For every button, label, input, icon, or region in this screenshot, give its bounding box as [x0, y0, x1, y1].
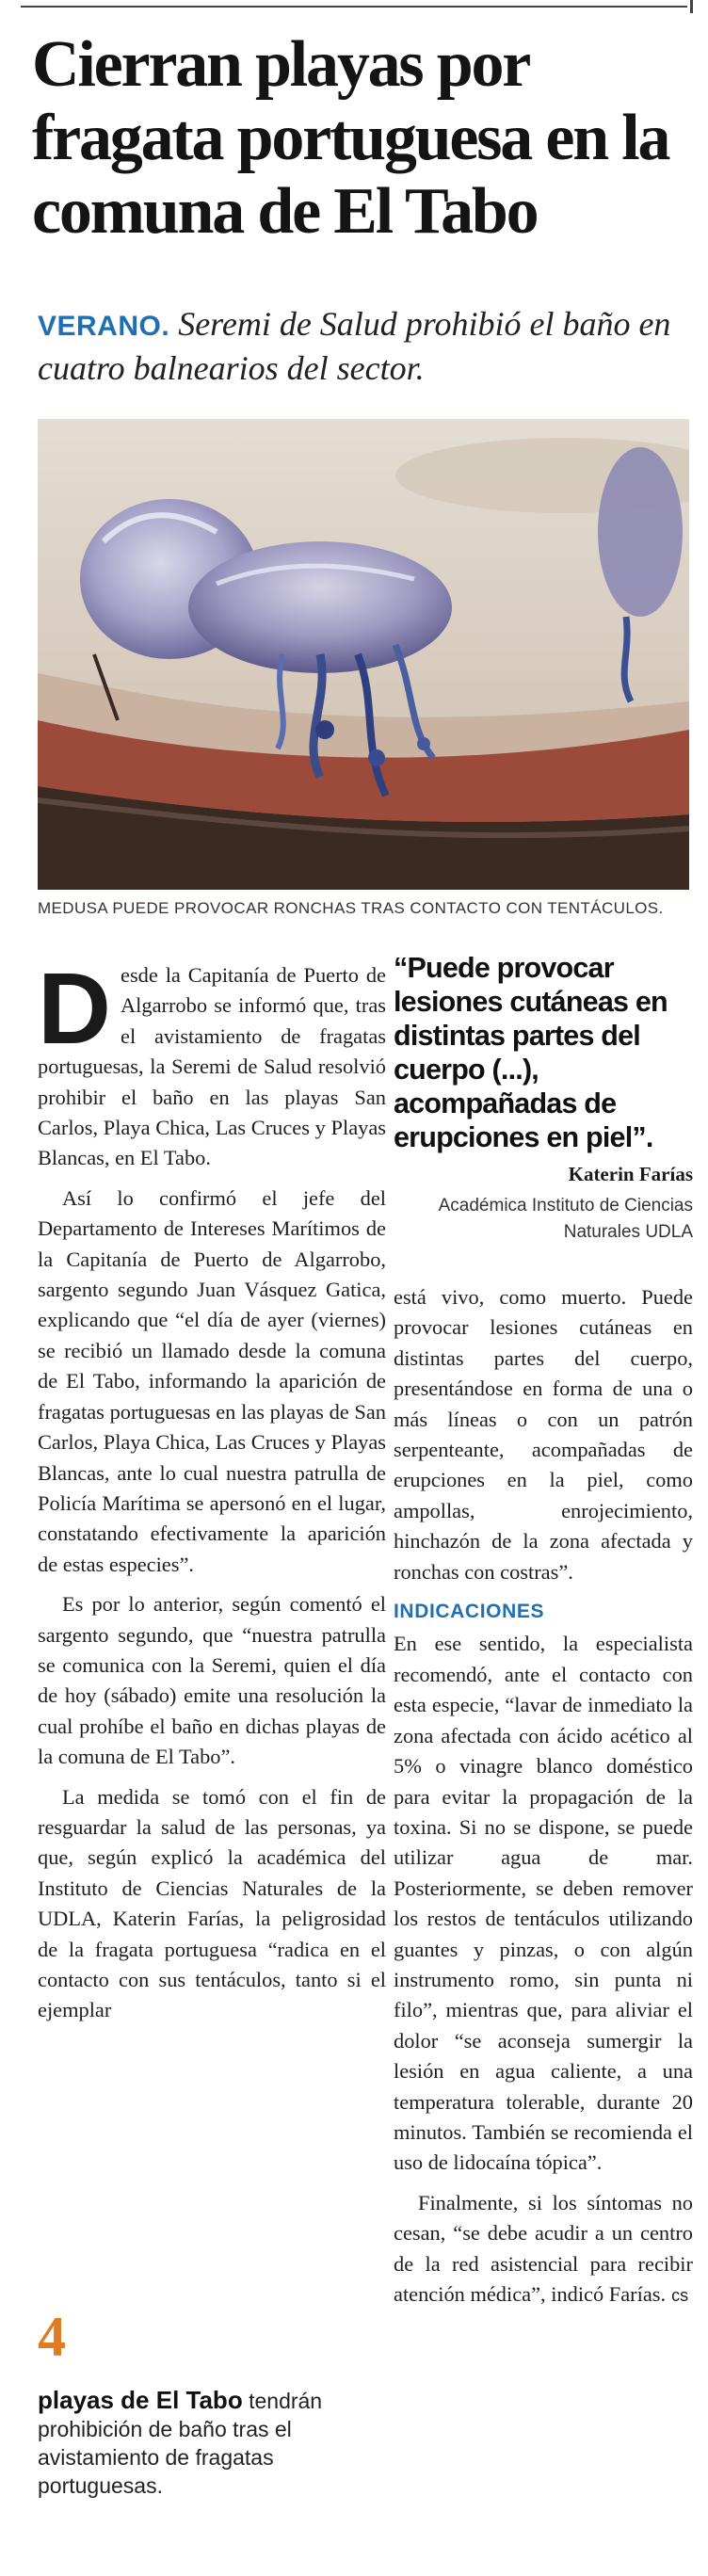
pull-quote-role: Académica Instituto de Ciencias Naturales UDLA — [438, 1196, 693, 1242]
top-rule-tick — [690, 0, 693, 13]
article-paragraph: está vivo, como muerto. Puede provocar lesiones cutáneas en distintas partes del cuerpo, presentándose en forma de una o más líneas o con un patrón serpenteante, acompañadas de erupciones en la piel, como ampollas, enrojecimiento, hinchazón de la zona afectada y ronchas con costras”. — [394, 1285, 693, 1584]
article-column-right — [394, 1282, 693, 2320]
paragraph-text: esde la Capitanía de Puerto de Algarrobo se informó que, tras el avistamiento de fragatas portuguesas, la Seremi de Salud resolvió prohibir el baño en las playas San Carlos, Playa Chica, Las Cruces y Playas Blancas, en El Tabo. — [38, 963, 386, 1170]
pull-quote: “Puede provocar lesiones cutáneas en distintas partes del cuerpo (...), acompañadas de erupciones en piel”. — [394, 952, 668, 1153]
article-paragraph — [38, 951, 386, 1174]
section-heading: INDICACIONES — [394, 1601, 545, 1623]
drop-cap: D — [38, 951, 111, 1065]
article-paragraph — [394, 2188, 693, 2311]
pull-quote-author: Katerin Farías — [568, 1163, 693, 1185]
fact-text — [38, 2386, 377, 2500]
paragraph-text: Finalmente, si los síntomas no cesan, “se debe acudir a un centro de la red asistencial para recibir atención médica”, indicó Farías. — [394, 2190, 693, 2306]
fact-lead: playas de El Tabo — [38, 2386, 243, 2414]
deck-kicker: VERANO. — [38, 311, 170, 342]
article-paragraph: Es por lo anterior, según comentó el sargento segundo, que “nuestra patrulla se comunica con la Seremi, quien el día de hoy (sábado) emite una resolución la cual prohíbe el baño en dichas playas de la comuna de El Tabo”. — [38, 1592, 386, 1769]
fact-number: 4 — [38, 2306, 66, 2368]
fact-body: tendrán prohibición de baño tras el avistamiento de fragatas portuguesas. — [38, 2389, 323, 2498]
article-column-left — [38, 951, 386, 2036]
article-paragraph: Así lo confirmó el jefe del Departamento de Intereses Marítimos de la Capitanía de Puerto de Algarrobo, sargento segundo Juan Vásquez Gatica, explicando que “el día de ayer (viernes) se recibió un llamado desde la comuna de El Tabo, informando la aparición de fragatas portuguesas en las playas de San Carlos, Playa Chica, Las Cruces y Playas Blancas, ante lo cual nuestra patrulla de Policía Marítima se apersonó en el lugar, constatando efectivamente la aparición de estas especies”. — [38, 1185, 386, 1576]
deck-text: Seremi de Salud prohibió el baño en cuatro balnearios del sector. — [38, 305, 671, 387]
article-paragraph: La medida se tomó con el fin de resguardar la salud de las personas, ya que, según explicó la académica del Instituto de Ciencias Naturales de la UDLA, Katerin Farías, la peligrosidad de la fragata portuguesa “radica en el contacto con sus tentáculos, tanto si el ejemplar — [38, 1784, 386, 2022]
fact-box — [38, 2307, 377, 2500]
article-paragraph: En ese sentido, la especialista recomendó, ante el contacto con esta especie, “lavar de inmediato la zona afectada con ácido acético al 5% o vinagre blanco doméstico para evitar la propagación de la toxina. Si no se dispone, se puede utilizar agua de mar. Posteriormente, se deben remover los restos de tentáculos utilizando guantes y pinzas, o con algún instrumento romo, sin punta ni filo”, mientras que, para aliviar el dolor “se aconseja sumergir la lesión en agua caliente, a una temperatura tolerable, durante 20 minutos. También se recomienda el uso de lidocaína tópica”. — [394, 1632, 693, 2175]
deck — [38, 303, 697, 389]
top-rule — [21, 6, 687, 8]
jellyfish-photo — [38, 419, 689, 890]
photo-illustration — [38, 419, 689, 890]
end-mark: cs — [671, 2286, 689, 2305]
headline: Cierran playas por fragata portuguesa en la comuna de El Tabo — [32, 28, 669, 248]
photo-caption: MEDUSA PUEDE PROVOCAR RONCHAS TRAS CONTACTO CON TENTÁCULOS. — [38, 899, 664, 917]
